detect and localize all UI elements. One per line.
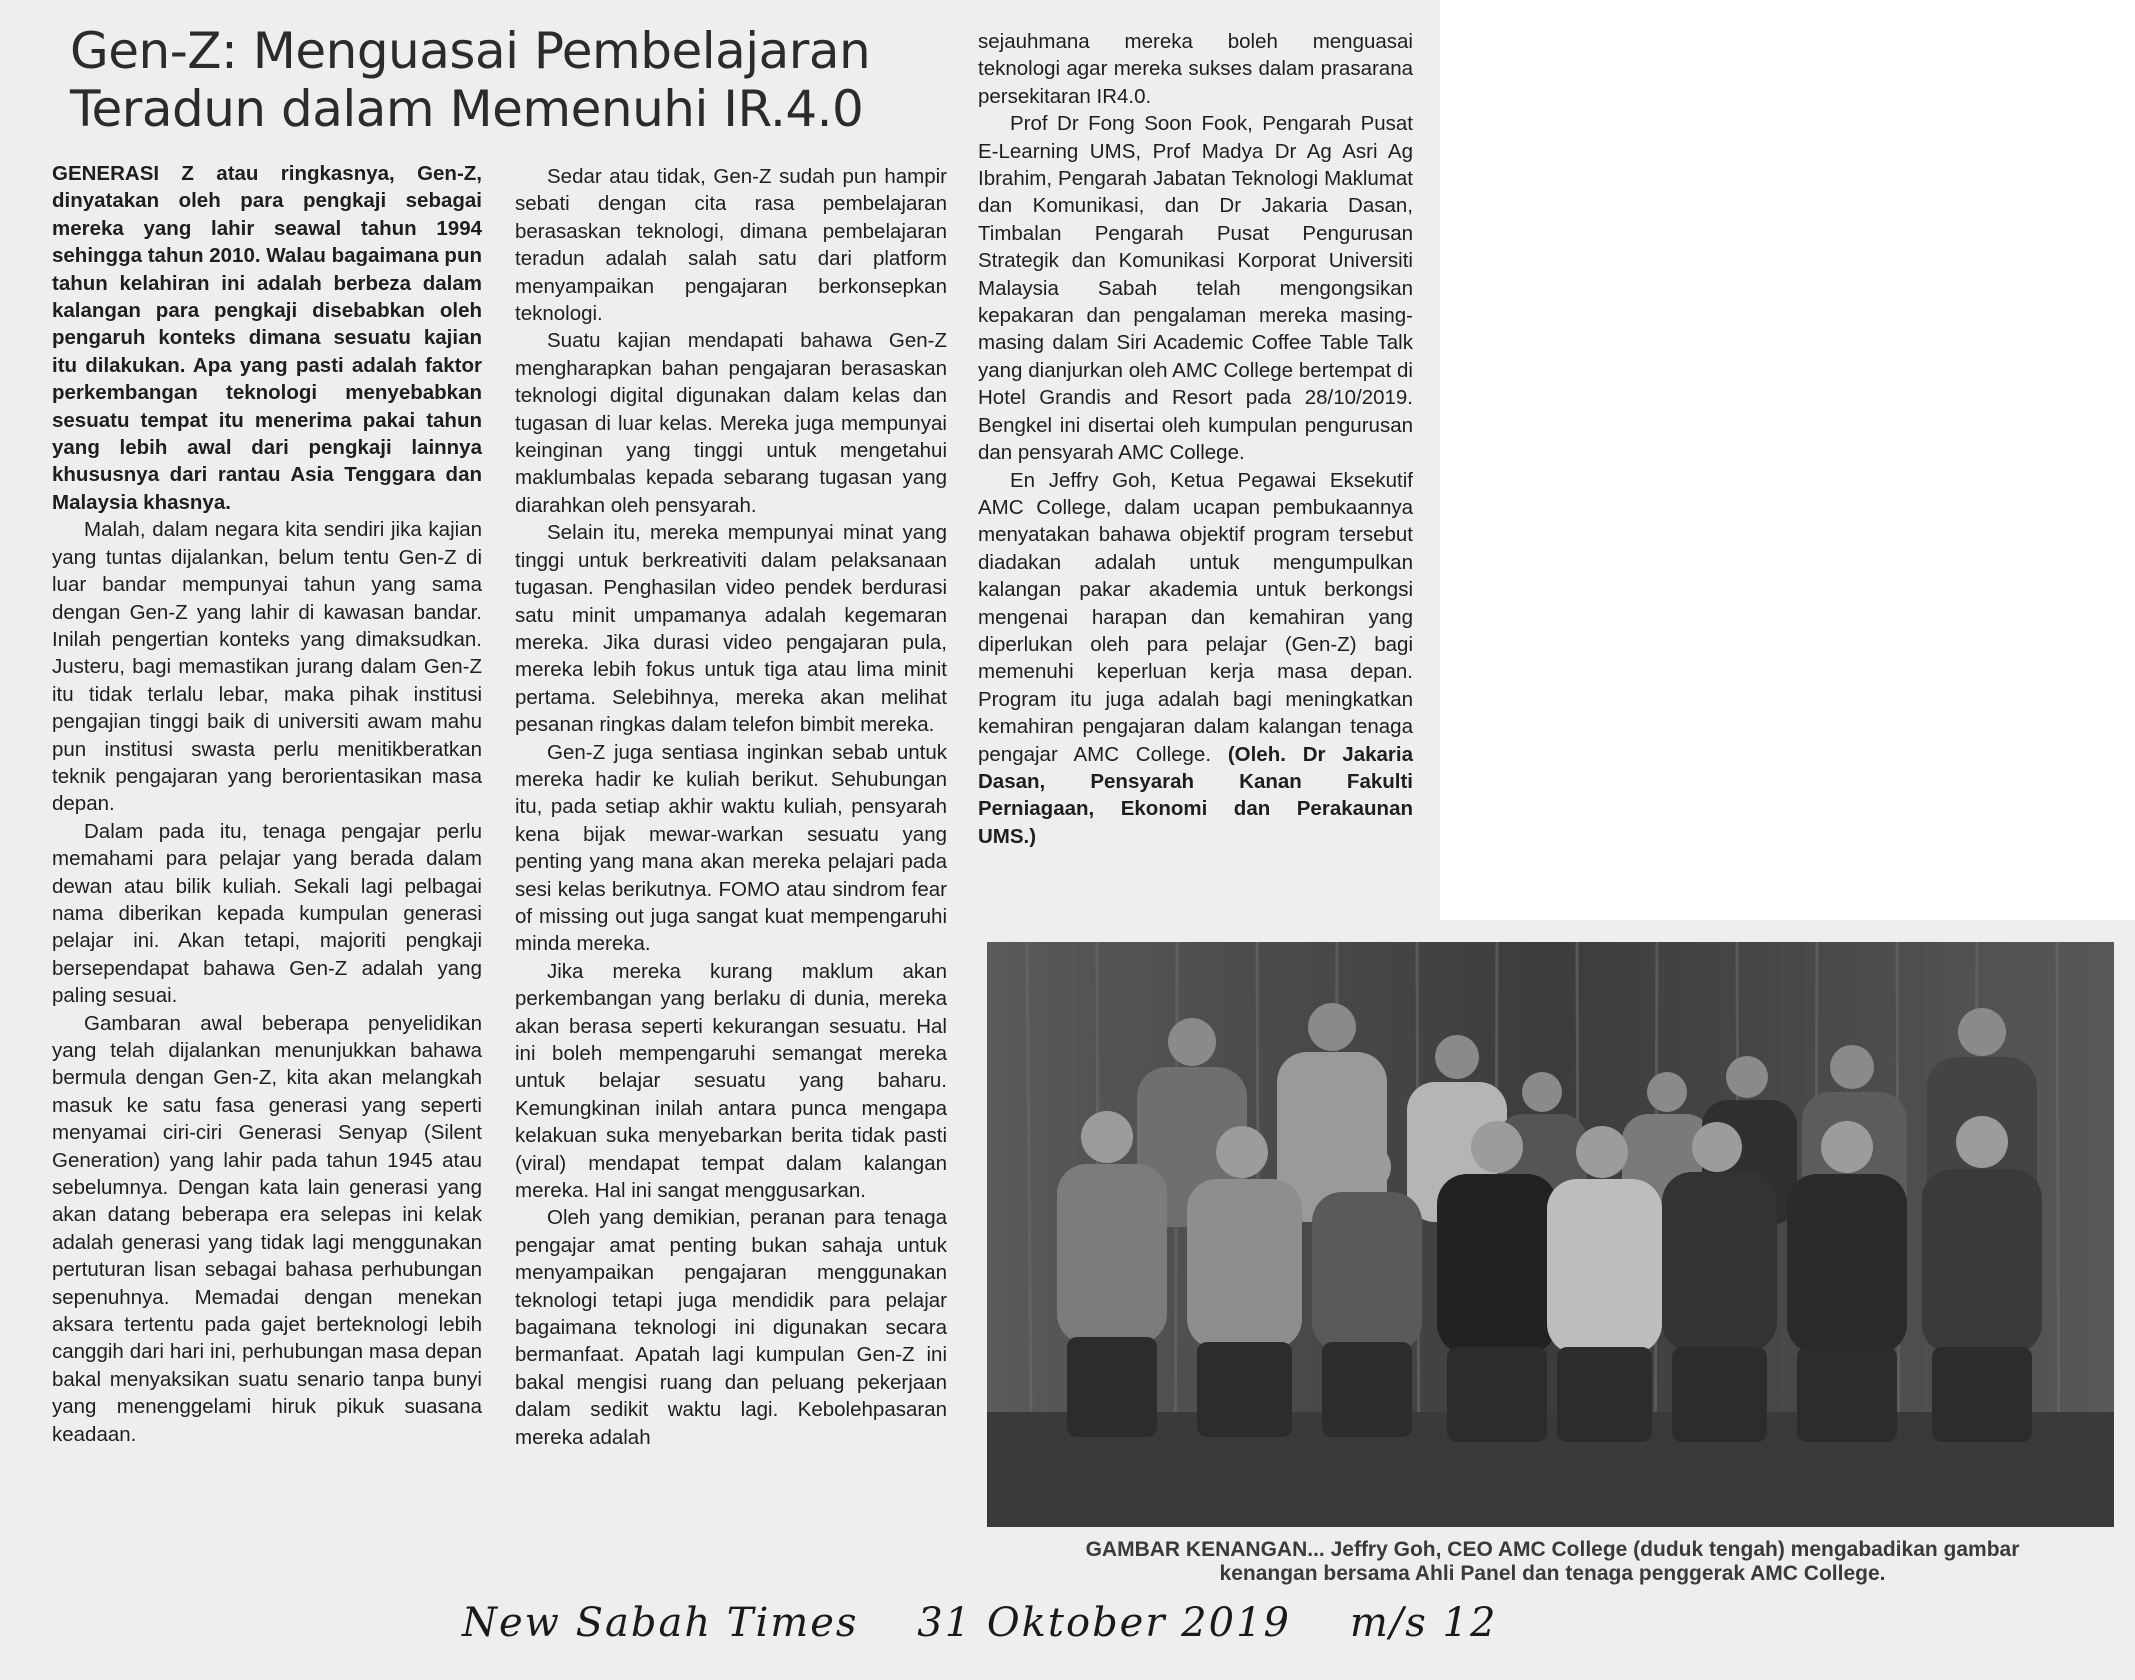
- paragraph: Sedar atau tidak, Gen-Z sudah pun hampir sebati dengan cita rasa pembelajaran berasaskan teknologi, dimana pembelajaran teradun adalah salah satu dari platform menyampaikan pengajaran berkonsepkan teknologi.: [515, 165, 947, 326]
- paragraph: Jika mereka kurang maklum akan perkembangan yang berlaku di dunia, mereka akan berasa seperti kekurangan sesuatu. Hal ini boleh mempengaruhi semangat mereka untuk belajar sesuatu yang baharu. Kemungkinan inilah antara punca mengapa kelakuan suka menyebarkan berita tidak pasti (viral) mendapat tempat dalam kalangan mereka. Hal ini sangat menggusarkan.: [515, 959, 947, 1203]
- headline-line-1: Gen-Z: Menguasai Pembelajaran: [70, 22, 871, 80]
- paragraph: Prof Dr Fong Soon Fook, Pengarah Pusat E-Learning UMS, Prof Madya Dr Ag Asri Ag Ibrahim, Pengarah Jabatan Teknologi Maklumat dan Komunikasi, dan Dr Jakaria Dasan, Timbalan Pengarah Pusat Pengurusan Strategik dan Komunikasi Korporat Universiti Malaysia Sabah telah mengongsikan kepakaran dan pengalaman mereka masing-masing dalam Siri Academic Coffee Table Talk yang dianjurkan oleh AMC College bertempat di Hotel Grandis and Resort pada 28/10/2019. Bengkel ini disertai oleh kumpulan pengurusan dan pensyarah AMC College.: [978, 112, 1413, 465]
- handwritten-source-note: [462, 1600, 1497, 1646]
- paragraph: Dalam pada itu, tenaga pengajar perlu memahami para pelajar yang berada dalam dewan atau bilik kuliah. Sekali lagi pelbagai nama diberikan kepada kumpulan generasi pelajar ini. Akan tetapi, majoriti pengkaji bersependapat bahawa Gen-Z adalah yang paling sesuai.: [52, 819, 482, 1008]
- page-number: m/s 12: [1349, 1600, 1498, 1646]
- group-photo: [987, 942, 2114, 1527]
- group-photo-illustration: [987, 942, 2114, 1527]
- paragraph: Gambaran awal beberapa penyelidikan yang telah dijalankan menunjukkan bahawa bermula dengan Gen-Z, kita akan melangkah masuk ke satu fasa generasi yang seperti menyamai ciri-ciri Generasi Senyap (Silent Generation) yang lahir pada tahun 1945 atau sebelumnya. Dengan kata lain generasi yang akan datang beberapa era selepas ini kelak adalah generasi yang tidak lagi menggunakan pertuturan lisan sebagai bahasa perhubungan sepenuhnya. Memadai dengan menekan aksara tertentu pada gajet berteknologi lebih canggih dari hari ini, perhubungan masa depan bakal menyaksikan suatu senario tanpa bunyi yang menenggelami hiruk pikuk suasana keadaan.: [52, 1011, 482, 1446]
- photo-caption: [1000, 1538, 2105, 1586]
- publication-date: 31 Oktober 2019: [917, 1600, 1291, 1646]
- publication-name: New Sabah Times: [462, 1600, 859, 1646]
- paragraph: Selain itu, mereka mempunyai minat yang tinggi untuk berkreativiti dalam pelaksanaan tugasan. Penghasilan video pendek berdurasi satu minit umpamanya adalah kegemaran mereka. Jika durasi video pengajaran pula, mereka lebih fokus untuk tiga atau lima minit pertama. Selebihnya, mereka akan melihat pesanan ringkas dalam telefon bimbit mereka.: [515, 521, 947, 737]
- caption-line-2: kenangan bersama Ahli Panel dan tenaga penggerak AMC College.: [1219, 1562, 1886, 1585]
- author-byline: (Oleh. Dr Jakaria Dasan, Pensyarah Kanan Fakulti Perniagaan, Ekonomi dan Perakaunan UMS.): [978, 742, 1413, 848]
- article-headline: [70, 22, 950, 138]
- paragraph: [978, 467, 1413, 851]
- article-column-2: [515, 163, 947, 1451]
- caption-line-1: GAMBAR KENANGAN... Jeffry Goh, CEO AMC College (duduk tengah) mengabadikan gambar: [1085, 1538, 2020, 1561]
- paragraph-text: En Jeffry Goh, Ketua Pegawai Eksekutif AMC College, dalam ucapan pembukaannya menyatakan bahawa objektif program tersebut diadakan adalah untuk mengumpulkan kalangan pakar akademia untuk berkongsi mengenai harapan dan kemahiran yang diperlukan oleh para pelajar (Gen-Z) bagi memenuhi keperluan kerja masa depan. Program itu juga adalah bagi meningkatkan kemahiran pengajaran dalam kalangan tenaga pengajar AMC College.: [978, 468, 1413, 766]
- paragraph: sejauhmana mereka boleh menguasai teknologi agar mereka sukses dalam prasarana persekitaran IR4.0.: [978, 30, 1413, 108]
- headline-line-2: Teradun dalam Memenuhi IR.4.0: [70, 80, 864, 138]
- paragraph: Oleh yang demikian, peranan para tenaga pengajar amat penting bukan sahaja untuk menyampaikan pengajaran menggunakan teknologi tetapi juga mendidik para pelajar bagaimana teknologi ini digunakan secara bermanfaat. Apatah lagi kumpulan Gen-Z ini bakal mengisi ruang dan peluang pekerjaan dalam sedikit waktu lagi. Kebolehpasaran mereka adalah: [515, 1206, 947, 1449]
- paragraph: Suatu kajian mendapati bahawa Gen-Z mengharapkan bahan pengajaran berasaskan teknologi digital digunakan dalam kelas dan tugasan di luar kelas. Mereka juga mempunyai keinginan yang tinggi untuk mengetahui maklumbalas kepada sebarang tugasan yang diarahkan oleh pensyarah.: [515, 329, 947, 517]
- article-column-3: [978, 28, 1413, 850]
- lead-paragraph: GENERASI Z atau ringkasnya, Gen-Z, dinyatakan oleh para pengkaji sebagai mereka yang lahir seawal tahun 1994 sehingga tahun 2010. Walau bagaimana pun tahun kelahiran ini adalah berbeza dalam kalangan para pengkaji disebabkan oleh pengaruh konteks dimana sesuatu kajian itu dilakukan. Apa yang pasti adalah faktor perkembangan teknologi menyebabkan sesuatu tempat itu menerima pakai tahun yang lebih awal dari pengkaji lainnya khususnya dari rantau Asia Tenggara dan Malaysia khasnya.: [52, 162, 482, 514]
- paragraph: Malah, dalam negara kita sendiri jika kajian yang tuntas dijalankan, belum tentu Gen-Z di luar bandar mempunyai tahun yang sama dengan Gen-Z yang lahir di kawasan bandar. Inilah pengertian konteks yang dimaksudkan. Justeru, bagi memastikan jurang dalam Gen-Z itu tidak terlalu lebar, maka pihak institusi pengajian tinggi baik di universiti awam mahu pun institusi swasta perlu menitikberatkan teknik pengajaran yang berorientasikan masa depan.: [52, 518, 482, 816]
- article-column-1: [52, 160, 482, 1448]
- paragraph: Gen-Z juga sentiasa inginkan sebab untuk mereka hadir ke kuliah berikut. Sehubungan itu, pada setiap akhir waktu kuliah, pensyarah kena bijak mewar-warkan sesuatu yang penting yang mana akan mereka pelajari pada sesi kelas berikutnya. FOMO atau sindrom fear of missing out juga sangat kuat mempengaruhi minda mereka.: [515, 740, 947, 956]
